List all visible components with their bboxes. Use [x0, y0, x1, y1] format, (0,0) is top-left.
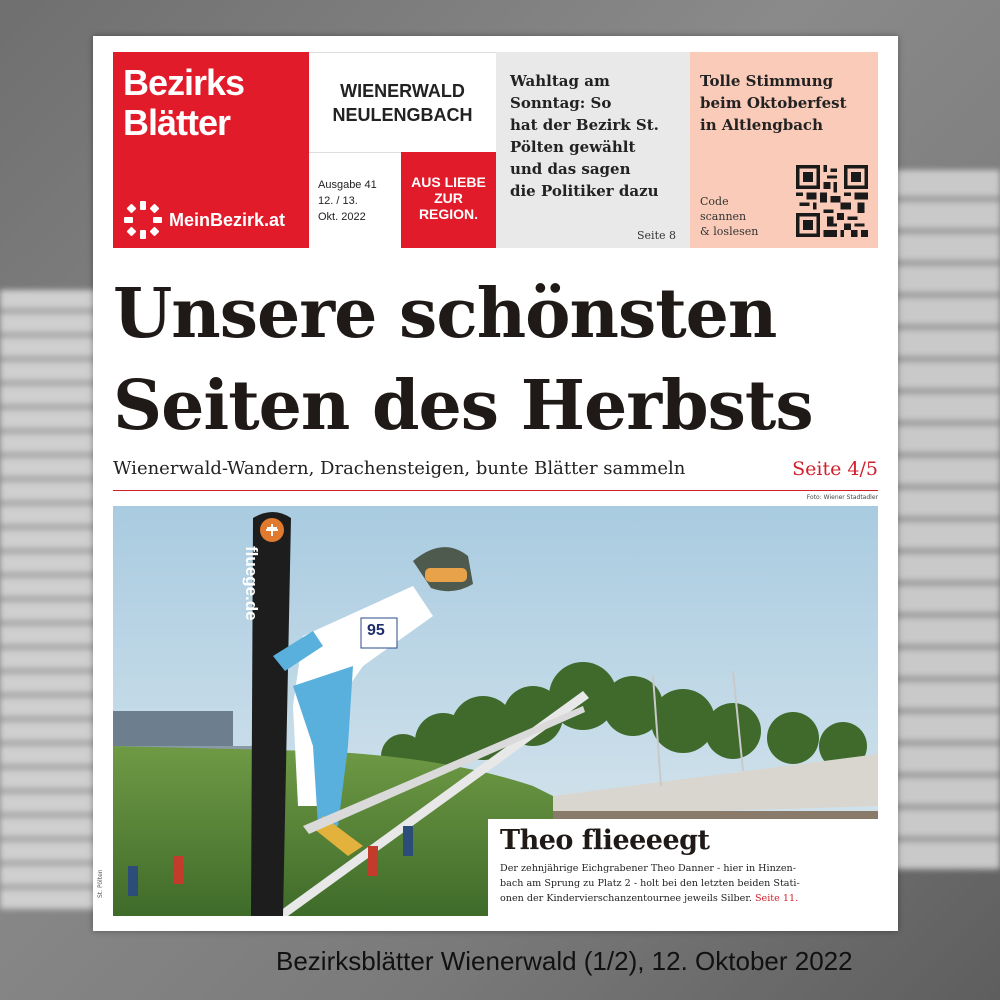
teaser-oktoberfest-text: [700, 70, 875, 136]
headline-line-1: Unsere schönsten: [113, 274, 777, 354]
caption-line: bach am Sprung zu Platz 2 - holt bei den letzten beiden Stati-: [500, 878, 800, 889]
qr-caption-line: Code: [700, 195, 729, 208]
subline-divider: [113, 490, 878, 491]
logo-site-text: MeinBezirk.at: [169, 209, 286, 230]
caption-line-text: onen der Kindervierschanzentournee jeweils Silber.: [500, 893, 752, 904]
caption-line: [500, 891, 870, 906]
caption-page-ref[interactable]: Seite 11.: [754, 893, 799, 904]
footer-caption: Bezirksblätter Wienerwald (1/2), 12. Oktober 2022: [276, 946, 853, 976]
teaser-oktoberfest-line: Tolle Stimmung: [700, 72, 834, 90]
sun-logo-icon: [123, 200, 163, 240]
headline-subline: Wienerwald-Wandern, Drachensteigen, bunte Blätter sammeln: [113, 458, 686, 479]
slogan-text: [401, 174, 496, 222]
issue-info: [309, 152, 401, 249]
bib-number: 95: [367, 622, 385, 639]
slogan-badge: [401, 152, 496, 248]
caption-line: Der zehnjährige Eichgrabener Theo Danner - hier in Hinzen-: [500, 863, 796, 874]
teaser-wahltag-line: Sonntag: So: [510, 94, 612, 112]
caption-body: [500, 861, 870, 906]
issue-text: [318, 177, 377, 225]
masthead: [113, 52, 878, 248]
side-edition-mark: St. Pölten: [97, 869, 104, 898]
ski-brand-text: fluege.de: [242, 546, 261, 621]
background-newspaper-stack-right: [890, 170, 1000, 870]
region-name: [309, 79, 496, 127]
region-line-2: NEULENGBACH: [332, 105, 473, 125]
headline-page-ref[interactable]: Seite 4/5: [792, 458, 878, 480]
photo-credit: Foto: Wiener Stadtadler: [806, 494, 878, 501]
slogan-line-1: AUS LIEBE: [411, 174, 486, 190]
meinbezirk-link[interactable]: [123, 200, 285, 240]
newspaper-front-page: [93, 36, 898, 931]
qr-code-icon[interactable]: [796, 164, 868, 238]
issue-date-1: 12. / 13.: [318, 195, 358, 207]
teaser-oktoberfest-line: in Altlengbach: [700, 116, 823, 134]
teaser-wahltag-line: die Politiker dazu: [510, 182, 659, 200]
caption-title: Theo flieeeegt: [500, 825, 710, 856]
region-line-1: WIENERWALD: [340, 81, 465, 101]
issue-number: Ausgabe 41: [318, 179, 377, 191]
teaser-wahltag-line: Pölten gewählt: [510, 138, 636, 156]
teaser-wahltag-line: Wahltag am: [510, 72, 610, 90]
main-headline[interactable]: [113, 268, 883, 452]
logo-line-1: Bezirks: [123, 62, 245, 103]
region-box: [309, 52, 497, 153]
bezirksblaetter-logo[interactable]: [113, 52, 309, 248]
teaser-wahltag[interactable]: [496, 52, 690, 248]
photo-caption-box[interactable]: [488, 819, 878, 916]
slogan-line-3: REGION.: [418, 206, 479, 222]
issue-date-2: Okt. 2022: [318, 211, 366, 223]
teaser-oktoberfest[interactable]: [690, 52, 878, 248]
qr-caption-line: & loslesen: [700, 225, 759, 238]
teaser-oktoberfest-line: beim Oktoberfest: [700, 94, 847, 112]
logo-line-2: Blätter: [123, 102, 231, 143]
headline-line-2: Seiten des Herbsts: [113, 366, 813, 446]
teaser-wahltag-line: hat der Bezirk St.: [510, 116, 659, 134]
teaser-wahltag-page: Seite 8: [637, 229, 676, 242]
qr-caption: [700, 194, 758, 239]
slogan-line-2: ZUR: [434, 190, 463, 206]
teaser-wahltag-text: [510, 70, 680, 202]
qr-caption-line: scannen: [700, 210, 747, 223]
teaser-wahltag-line: und das sagen: [510, 160, 631, 178]
